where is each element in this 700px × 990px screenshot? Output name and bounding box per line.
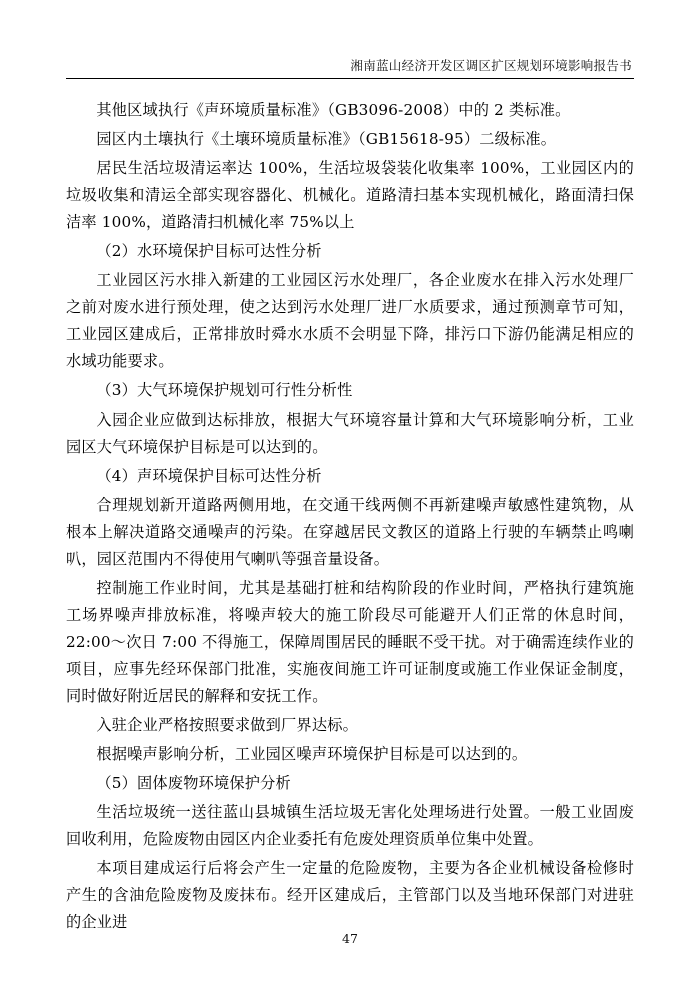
paragraph-heading: （4）声环境保护目标可达性分析 — [96, 466, 322, 485]
paragraph: 其他区域执行《声环境质量标准》（GB3096-2008）中的 2 类标准。 — [96, 101, 571, 119]
header-divider — [66, 78, 634, 79]
paragraph: 根据噪声影响分析，工业园区噪声环境保护目标是可以达到的。 — [96, 745, 528, 764]
page-header: 湘南蓝山经济开发区调区扩区规划环境影响报告书 — [350, 58, 632, 73]
paragraph-heading: （3）大气环境保护规划可行性分析性 — [96, 381, 353, 400]
paragraph: 合理规划新开道路两侧用地，在交通干线两侧不再新建噪声敏感性建筑物，从根本上解决道路交通噪声的污染。在穿越居民文教区的道路上行驶的车辆禁止鸣喇叭，园区范围内不得使用气喇叭等强音量设备。 — [66, 495, 634, 568]
paragraph: 入驻企业严格按照要求做到厂界达标。 — [96, 716, 358, 735]
document-body — [66, 97, 634, 936]
paragraph: 控制施工作业时间，尤其是基础打桩和结构阶段的作业时间，严格执行建筑施工场界噪声排放标准，将噪声较大的施工阶段尽可能避开人们正常的休息时间，22:00～次日 7:00 不得施工，保障周围居民的睡眠不受干扰。对于确需连续作业的项目，应事先经环保部门批准，实施夜间施工许可证制度或施工作业保证金制度，同时做好附近居民的解释和安抚工作。 — [66, 578, 634, 705]
paragraph: 居民生活垃圾清运率达 100%，生活垃圾袋装化收集率 100%，工业园区内的垃圾收集和清运全部实现容器化、机械化。道路清扫基本实现机械化，路面清扫保洁率 100%，道路清扫机械化率 75%以上 — [66, 159, 634, 232]
paragraph: 园区内土壤执行《土壤环境质量标准》（GB15618-95）二级标准。 — [96, 130, 557, 149]
paragraph: 生活垃圾统一送往蓝山县城镇生活垃圾无害化处理场进行处置。一般工业固废回收利用，危险废物由园区内企业委托有危废处理资质单位集中处置。 — [66, 803, 634, 849]
paragraph-heading: （5）固体废物环境保护分析 — [96, 774, 291, 793]
paragraph: 工业园区污水排入新建的工业园区污水处理厂，各企业废水在排入污水处理厂之前对废水进行预处理，使之达到污水处理厂进厂水质要求，通过预测章节可知，工业园区建成后，正常排放时舜水水质不会明显下降，排污口下游仍能满足相应的水域功能要求。 — [66, 271, 634, 371]
paragraph-heading: （2）水环境保护目标可达性分析 — [96, 242, 322, 261]
page-number: 47 — [342, 931, 358, 946]
paragraph: 入园企业应做到达标排放，根据大气环境容量计算和大气环境影响分析，工业园区大气环境保护目标是可以达到的。 — [66, 410, 634, 456]
paragraph: 本项目建成运行后将会产生一定量的危险废物，主要为各企业机械设备检修时产生的含油危险废物及废抹布。经开区建成后，主管部门以及当地环保部门对进驻的企业进 — [66, 859, 634, 932]
